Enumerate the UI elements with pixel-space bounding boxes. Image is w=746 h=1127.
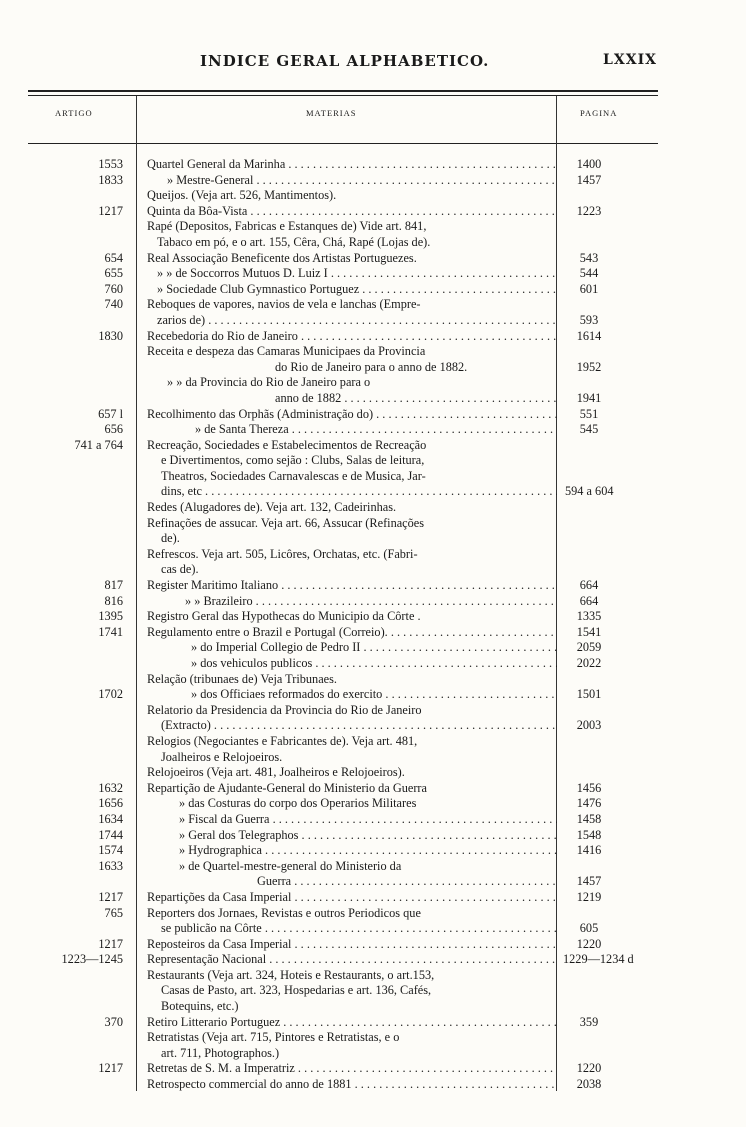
index-entry: [0, 656, 746, 672]
entry-materia: Casas de Pasto, art. 323, Hospedarias e art. 136, Cafés,: [161, 983, 432, 998]
entry-artigo: 1833: [98, 172, 123, 187]
entry-artigo: 1553: [98, 157, 123, 171]
entry-pagina: 543: [579, 250, 599, 265]
index-entry: [0, 500, 746, 516]
entry-pagina: 1614: [576, 328, 602, 343]
entry-materia: Refrescos. Veja art. 505, Licôres, Orchatas, etc. (Fabri-: [147, 546, 418, 561]
index-entry: [0, 718, 746, 734]
entry-materia: » » Brazileiro . . .: [147, 594, 557, 610]
entry-materia: » dos vehiculos publicos . . .: [147, 656, 557, 672]
entry-pagina: 2022: [576, 656, 602, 670]
entry-pagina: 1457: [576, 172, 602, 187]
entry-materia: Repartições da Casa Imperial . . .: [147, 890, 557, 906]
index-entry: [0, 672, 746, 688]
entry-pagina: 1548: [576, 827, 602, 842]
index-entry: [0, 266, 746, 282]
entry-pagina: 1541: [576, 624, 602, 639]
entry-pagina: 2003: [576, 718, 602, 733]
index-entry: [0, 937, 746, 953]
index-entry: [0, 1046, 746, 1062]
entry-pagina: 593: [579, 312, 599, 327]
index-entry: [0, 469, 746, 485]
page-header: [0, 52, 746, 76]
index-entry: [0, 204, 746, 220]
entry-materia: » » da Provincia do Rio de Janeiro para o: [167, 375, 371, 390]
entry-materia: » do Imperial Collegio de Pedro II . . .: [147, 640, 557, 656]
index-entry: [0, 1061, 746, 1077]
index-entry: [0, 1015, 746, 1031]
entry-materia: Botequins, etc.): [161, 999, 239, 1014]
entry-artigo: 1656: [98, 796, 123, 811]
index-entry: [0, 765, 746, 781]
entry-materia: dins, etc . . .: [147, 484, 557, 500]
index-entry: [0, 781, 746, 797]
index-entry: [0, 594, 746, 610]
entry-materia: Relação (tribunaes de) Veja Tribunaes.: [147, 671, 337, 686]
entry-materia: Reboques de vapores, navios de vela e lanchas (Empre-: [147, 297, 421, 312]
entry-materia: Retretas de S. M. a Imperatriz . . .: [147, 1061, 557, 1077]
entry-materia: Rapé (Depositos, Fabricas e Estanques de) Vide art. 841,: [147, 219, 427, 234]
index-entry: [0, 282, 746, 298]
index-entry: [0, 859, 746, 875]
entry-artigo: 1574: [98, 843, 123, 858]
entry-materia: » Hydrographica . . .: [147, 843, 557, 859]
entry-materia: Recolhimento das Orphãs (Administração do) . . .: [147, 407, 557, 423]
entry-materia: Theatros, Sociedades Carnavalescas e de Musica, Jar-: [161, 468, 426, 483]
index-entry: [0, 609, 746, 625]
entry-materia: » dos Officiaes reformados do exercito . . .: [147, 687, 557, 703]
entry-pagina: 2038: [576, 1077, 602, 1092]
entry-materia: Retratistas (Veja art. 715, Pintores e Retratistas, e o: [147, 1030, 400, 1045]
entry-materia: Joalheiros e Relojoeiros.: [161, 749, 283, 764]
entry-artigo: 1223—1245: [61, 952, 123, 967]
index-entry: [0, 407, 746, 423]
entry-artigo: 1702: [98, 687, 123, 702]
entry-pagina: 1400: [576, 157, 602, 171]
index-entry: [0, 438, 746, 454]
index-entry: [0, 562, 746, 578]
entry-pagina: 1501: [576, 687, 602, 702]
index-entry: [0, 578, 746, 594]
entry-pagina: 545: [579, 422, 599, 437]
entry-pagina: 601: [579, 281, 599, 296]
entry-artigo: 1217: [98, 203, 123, 218]
entry-materia: » Fiscal da Guerra . . .: [147, 812, 557, 828]
entry-materia: Guerra . . .: [147, 874, 557, 890]
index-entry: [0, 531, 746, 547]
entry-materia: » Mestre-General . . .: [147, 173, 557, 189]
entry-artigo: 1634: [98, 811, 123, 826]
entry-materia: Retrospecto commercial do anno de 1881 . . .: [147, 1077, 557, 1093]
index-entry: [0, 874, 746, 890]
index-entry: [0, 547, 746, 563]
index-entry: [0, 640, 746, 656]
index-entry: [0, 812, 746, 828]
entry-artigo: 1217: [98, 936, 123, 951]
index-entry: [0, 188, 746, 204]
header-rule-thick: [28, 90, 658, 92]
entry-pagina: 2059: [576, 640, 602, 655]
entry-materia: » de Santa Thereza . . .: [147, 422, 557, 438]
index-entry: [0, 251, 746, 267]
index-entry: [0, 734, 746, 750]
entry-materia: Quartel General da Marinha . . .: [147, 157, 557, 173]
entry-materia: Reposteiros da Casa Imperial . . .: [147, 937, 557, 953]
entry-artigo: 765: [104, 905, 123, 920]
entry-materia: (Extracto) . . .: [147, 718, 557, 734]
entry-materia: Real Associação Beneficente dos Artistas Portuguezes.: [147, 250, 417, 265]
index-entry: [0, 516, 746, 532]
index-entry: [0, 890, 746, 906]
header-rule-thin: [28, 95, 658, 96]
entry-pagina: 1335: [576, 609, 602, 624]
index-entry: [0, 329, 746, 345]
entry-materia: cas de).: [161, 562, 199, 577]
page-title: INDICE GERAL ALPHABETICO.: [200, 52, 490, 70]
entry-materia: Tabaco em pó, e o art. 155, Cêra, Chá, Rapé (Lojas de).: [157, 234, 431, 249]
entry-pagina: 544: [579, 266, 599, 281]
entry-materia: de).: [161, 531, 180, 546]
index-entry: [0, 484, 746, 500]
entry-artigo: 1395: [98, 609, 123, 624]
entry-materia: Queijos. (Veja art. 526, Mantimentos).: [147, 188, 337, 203]
entry-materia: » de Quartel-mestre-general do Ministerio da: [179, 858, 402, 873]
entry-materia: Relatorio da Presidencia da Provincia do Rio de Janeiro: [147, 702, 422, 717]
index-entry: [0, 313, 746, 329]
index-entry: [0, 828, 746, 844]
index-entry: [0, 219, 746, 235]
entry-pagina: 1457: [576, 874, 602, 889]
index-entry: [0, 921, 746, 937]
index-entry: [0, 983, 746, 999]
entry-pagina: 551: [579, 406, 599, 421]
entry-materia: art. 711, Photographos.): [161, 1045, 280, 1060]
entry-materia: Recreação, Sociedades e Estabelecimentos de Recreação: [147, 437, 427, 452]
column-header-artigo: ARTIGO: [55, 108, 93, 118]
index-entry: [0, 297, 746, 313]
index-entry: [0, 625, 746, 641]
index-entry: [0, 968, 746, 984]
entry-artigo: 1633: [98, 858, 123, 873]
entry-pagina: 359: [579, 1014, 599, 1029]
entry-materia: Registro Geral das Hypothecas do Municipio da Côrte .: [147, 609, 421, 624]
entry-pagina: 1952: [576, 359, 602, 374]
entry-materia: » Geral dos Telegraphos . . .: [147, 828, 557, 844]
entry-materia: Quinta da Bôa-Vista . . .: [147, 204, 557, 220]
entry-pagina: 605: [579, 921, 599, 936]
entry-artigo: 740: [104, 297, 123, 312]
entry-materia: » das Costuras do corpo dos Operarios Militares: [179, 796, 417, 811]
entry-materia: Regulamento entre o Brazil e Portugal (Correio). . . .: [147, 625, 557, 641]
entry-artigo: 760: [104, 281, 123, 296]
page-number: LXXIX: [603, 52, 657, 68]
entry-materia: Representação Nacional . . .: [147, 952, 557, 968]
index-entry: [0, 344, 746, 360]
entry-materia: Refinações de assucar. Veja art. 66, Assucar (Refinações: [147, 515, 425, 530]
entry-materia: Relogios (Negociantes e Fabricantes de). Veja art. 481,: [147, 733, 418, 748]
index-entry: [0, 235, 746, 251]
index-entry: [0, 796, 746, 812]
entry-artigo: 656: [104, 422, 123, 437]
index-entry: [0, 391, 746, 407]
entry-pagina: 1223: [576, 203, 602, 218]
entry-materia: anno de 1882 . . .: [147, 391, 557, 407]
entry-materia: Redes (Alugadores de). Veja art. 132, Cadeirinhas.: [147, 500, 397, 515]
entry-materia: do Rio de Janeiro para o anno de 1882.: [275, 359, 468, 374]
entry-materia: Reporters dos Jornaes, Revistas e outros Periodicos que: [147, 905, 421, 920]
index-entry: [0, 906, 746, 922]
entry-artigo: 370: [104, 1014, 123, 1029]
entry-materia: Retiro Litterario Portuguez . . .: [147, 1015, 557, 1031]
index-entry: [0, 453, 746, 469]
entry-pagina: 1456: [576, 780, 602, 795]
index-entry: [0, 1030, 746, 1046]
entry-artigo: 654: [104, 250, 123, 265]
entry-artigo: 1217: [98, 889, 123, 904]
index-entry: [0, 687, 746, 703]
index-entry: [0, 422, 746, 438]
entry-pagina: 1941: [576, 390, 602, 405]
entry-materia: se publicão na Côrte . . .: [147, 921, 557, 937]
index-entry: [0, 375, 746, 391]
entry-materia: Relojoeiros (Veja art. 481, Joalheiros e Relojoeiros).: [147, 765, 405, 780]
entry-materia: Restaurants (Veja art. 324, Hoteis e Restaurants, o art.153,: [147, 967, 435, 982]
column-header-materias: MATERIAS: [306, 108, 357, 118]
entry-artigo: 741 a 764: [74, 437, 123, 452]
entry-pagina: 1476: [576, 796, 602, 811]
entry-materia: Repartição de Ajudante-General do Ministerio da Guerra: [147, 780, 427, 795]
entry-artigo: 817: [104, 578, 123, 593]
index-entry: [0, 173, 746, 189]
index-entry: [0, 750, 746, 766]
column-header-rule: [28, 143, 658, 144]
index-entries: [0, 157, 746, 1093]
entry-pagina: 1416: [576, 843, 602, 858]
entry-pagina: 664: [579, 593, 599, 608]
entry-artigo: 1744: [98, 827, 123, 842]
index-entry: [0, 843, 746, 859]
entry-artigo: 1741: [98, 624, 123, 639]
entry-pagina: 664: [579, 578, 599, 593]
entry-materia: Receita e despeza das Camaras Municipaes da Provincia: [147, 344, 426, 359]
entry-pagina: 1219: [576, 889, 602, 904]
column-header-pagina: PAGINA: [580, 108, 618, 118]
entry-artigo: 816: [104, 593, 123, 608]
entry-pagina: 1220: [576, 936, 602, 951]
entry-materia: Recebedoria do Rio de Janeiro . . .: [147, 329, 557, 345]
index-entry: [0, 999, 746, 1015]
entry-pagina: 1229—1234 d: [563, 952, 634, 967]
entry-artigo: 1217: [98, 1061, 123, 1076]
entry-artigo: 655: [104, 266, 123, 281]
entry-materia: Register Maritimo Italiano . . .: [147, 578, 557, 594]
index-entry: [0, 360, 746, 376]
entry-pagina: 594 a 604: [565, 484, 614, 499]
entry-pagina: 1220: [576, 1061, 602, 1076]
index-entry: [0, 157, 746, 173]
entry-materia: e Divertimentos, como sejão : Clubs, Salas de leitura,: [161, 453, 425, 468]
entry-materia: » » de Soccorros Mutuos D. Luiz I . . .: [147, 266, 557, 282]
index-entry: [0, 1077, 746, 1093]
entry-materia: zarios de) . . .: [147, 313, 557, 329]
index-entry: [0, 703, 746, 719]
entry-artigo: 657 l: [98, 406, 123, 421]
entry-artigo: 1830: [98, 328, 123, 343]
index-entry: [0, 952, 746, 968]
entry-materia: » Sociedade Club Gymnastico Portuguez . . .: [147, 282, 557, 298]
entry-pagina: 1458: [576, 811, 602, 826]
entry-artigo: 1632: [98, 780, 123, 795]
